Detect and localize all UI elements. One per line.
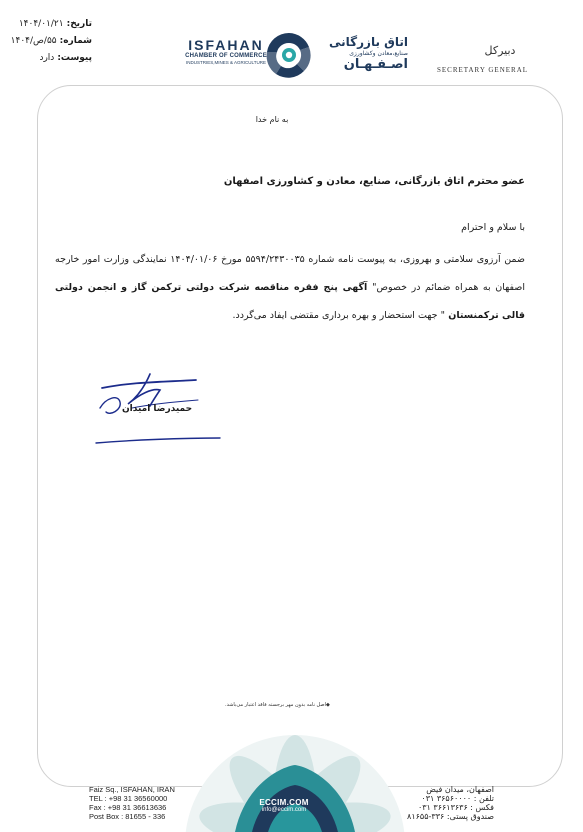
footer-en-line1: Faiz Sq., ISFAHAN, IRAN: [89, 785, 175, 794]
date-row: [2, 16, 92, 33]
signer-name: حمیدرضا امیدان: [122, 404, 193, 414]
paragraph-bold: آگهی پنج فقره مناقصه شرکت دولتی ترکمن گاز و انجمن دولتی قالی ترکمنستان: [55, 282, 525, 321]
logo-line1: CHAMBER OF COMMERCE: [185, 53, 267, 59]
logo-line2: INDUSTRIES,MINES & AGRICULTURE: [186, 60, 266, 65]
date-label: تاریخ:: [66, 19, 92, 29]
addressee: عضو محترم اتاق بازرگانی، صنایع، معادن و کشاورزی اصفهان: [223, 176, 525, 187]
footer-fa-line4: صندوق پستی: ۳۳۶-۸۱۶۵۵: [407, 812, 494, 821]
logo-english: [180, 38, 272, 66]
footer-address-en: [89, 785, 175, 821]
logo-name: ISFAHAN: [188, 37, 264, 53]
paragraph-part1: ضمن آرزوی سلامتی و بهروزی، به پیوست نامه شماره ۵۵۹۴/۲۴۳۰۰۳۵ مورخ ۱۴۰۴/۰۱/۰۶ نمایندگی وزارت امور خارجه اصفهان به همراه ضمائم در خصوص": [55, 254, 525, 293]
secretary-title-fa: دبیرکل: [484, 44, 516, 57]
attachment-row: [2, 50, 92, 67]
logo-fa-line1: اتاق بازرگانی: [329, 35, 408, 49]
footer-website-block: [244, 798, 324, 813]
attachment-label: پیوست:: [57, 53, 92, 63]
date-value: ۱۴۰۴/۰۱/۲۱: [18, 19, 64, 29]
number-row: [2, 33, 92, 50]
footer-address-fa: [402, 785, 494, 821]
chamber-logo-icon: [264, 30, 314, 80]
logo-fa-line3: اصـفـهـان: [343, 57, 408, 72]
letter-meta: [2, 16, 92, 67]
greeting: با سلام و احترام: [461, 222, 525, 233]
paragraph-part2: " جهت استحضار و بهره برداری مقتضی ایفاد می‌گردد.: [232, 310, 445, 321]
footer-fa-line2: تلفن : ۳۶۵۶۰۰۰۰ ۰۳۱: [421, 794, 494, 803]
note-bullet-icon: ◆: [325, 702, 330, 708]
letter-paragraph: [55, 246, 525, 330]
footer-en-line3: Fax : +98 31 36613636: [89, 803, 167, 812]
note-text: اصل نامه بدون مهر برجسته فاقد اعتبار می‌باشد.: [225, 702, 326, 708]
logo-fa-line2: صنایع،معادن وکشاورزی: [349, 50, 408, 57]
footer-fa-line3: فکس : ۳۶۶۱۳۶۳۶ ۰۳۱: [417, 803, 494, 812]
attachment-value: دارد: [39, 53, 55, 63]
footer-en-line2: TEL : +98 31 36560000: [89, 794, 168, 803]
number-value: ۵۵/ص/۱۴۰۴: [10, 36, 57, 46]
email-link[interactable]: info@eccim.com: [261, 807, 307, 813]
footer-fa-line1: اصفهان، میدان فیض: [426, 785, 494, 794]
logo-persian: [316, 36, 408, 72]
website-link[interactable]: ECCIM.COM: [259, 798, 309, 807]
number-label: شماره:: [59, 36, 92, 46]
bismillah: به نام خدا: [255, 115, 289, 124]
footer-en-line4: Post Box : 81655 - 336: [89, 812, 166, 821]
secretary-title-en: SECRETARY GENERAL: [437, 66, 529, 74]
